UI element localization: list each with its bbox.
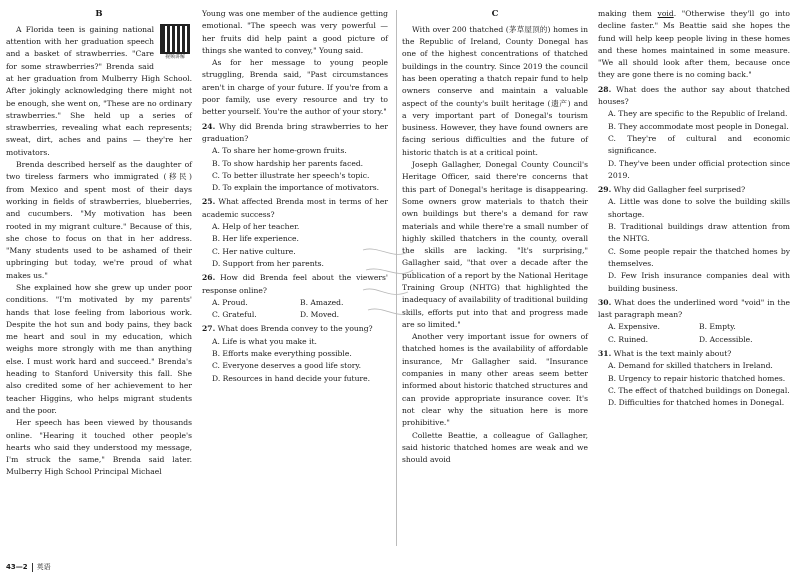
page-footer xyxy=(6,562,51,572)
option[interactable]: B. Empty. xyxy=(699,322,736,332)
column-3 xyxy=(402,8,588,466)
question-number: 29. xyxy=(598,185,612,195)
page-number: 43—2 xyxy=(6,563,28,571)
option[interactable]: C. Everyone deserves a good life story. xyxy=(212,361,362,371)
option[interactable]: D. They've been under official protection since 2019. xyxy=(608,158,790,180)
passage-b-paragraph-3: She explained how she grew up under poor conditions. "I'm motivated by my parents' hands that lose feeling from laborious work. Despite the hot sun and body pains, they back me heart and soul in my education, which weighs more strongly with me than anything else. I must work hard and succeed." Brenda's heading to Stanford University this fall. She also credited some of her achievement to her teacher Higgins, who helps migrant students and the poor. xyxy=(6,283,192,415)
option[interactable]: A. They are specific to the Republic of Ireland. xyxy=(608,109,788,119)
option[interactable]: A. Expensive. xyxy=(608,322,660,332)
question-28 xyxy=(598,84,790,109)
option[interactable]: C. Grateful. xyxy=(212,310,257,320)
question-stem: Why did Brenda bring strawberries to her graduation? xyxy=(202,121,389,143)
option[interactable]: D. Support from her parents. xyxy=(212,258,324,268)
question-stem: What does the underlined word "void" in the last paragraph mean? xyxy=(598,297,790,320)
options-grid xyxy=(212,297,388,322)
question-stem: What does Brenda convey to the young? xyxy=(217,324,373,334)
option[interactable]: D. Difficulties for thatched homes in Donegal. xyxy=(608,398,785,408)
option[interactable]: C. Ruined. xyxy=(608,334,649,344)
options-grid xyxy=(608,321,790,346)
question-number: 25. xyxy=(202,197,216,207)
column-2 xyxy=(202,8,388,385)
underlined-word-void: void xyxy=(657,9,674,18)
question-number: 30. xyxy=(598,297,612,307)
option[interactable]: D. Resources in hand decide your future. xyxy=(212,373,371,383)
question-26 xyxy=(202,272,388,297)
question-number: 31. xyxy=(598,349,612,359)
option[interactable]: B. They accommodate most people in Donegal. xyxy=(608,121,789,131)
question-29 xyxy=(598,184,790,196)
option[interactable]: B. Traditional buildings draw attention from the NHTG. xyxy=(608,222,790,244)
option[interactable]: D. To explain the importance of motivators. xyxy=(212,183,380,193)
passage-b-paragraph-5: Young was one member of the audience getting emotional. "The speech was very powerful — her fruits did help paint a good picture of things she wanted to convey," Young said. xyxy=(202,9,388,55)
question-number: 24. xyxy=(202,121,216,131)
column-4 xyxy=(598,8,790,410)
option[interactable]: A. To share her home-grown fruits. xyxy=(212,146,347,156)
option[interactable]: C. Some people repair the thatched homes by themselves. xyxy=(608,246,790,268)
subject-label: 英语 xyxy=(36,563,51,571)
option[interactable]: D. Few Irish insurance companies deal with building business. xyxy=(608,271,790,293)
option[interactable]: C. To better illustrate her speech's topic. xyxy=(212,170,370,180)
option[interactable]: C. Her native culture. xyxy=(212,246,296,256)
option[interactable]: A. Demand for skilled thatchers in Ireland. xyxy=(608,361,773,371)
question-30 xyxy=(598,297,790,322)
option[interactable]: C. They're of cultural and economic significance. xyxy=(608,133,790,156)
footer-separator xyxy=(32,563,33,572)
passage-c-paragraph-5 xyxy=(598,8,790,82)
qr-code[interactable] xyxy=(158,24,192,60)
page-divider xyxy=(396,10,397,546)
option[interactable]: D. Moved. xyxy=(300,310,340,320)
question-24 xyxy=(202,121,388,146)
passage-b-paragraph-6: As for her message to young people struggling, Brenda said, "Past circumstances aren't in charge of your future. If you're from a poor family, use every resource and try to better yourself. You're the author of your story." xyxy=(202,58,388,117)
passage-c-paragraph-1: With over 200 thatched (茅草屋顶的) homes in the Republic of Ireland, County Donegal has one of the highest concentrations of thatched buildings in the country. Since 2019 the council has been operating a thatch repair fund to help owners conserve and maintain a valuable aspect of the county's built heritage (遗产) and a very important part of Donegal's tourism business. However, they have found owners are facing serious difficulties and the future of historic thatch is at a critical point. xyxy=(402,24,588,157)
option[interactable]: A. Life is what you make it. xyxy=(212,336,317,346)
question-31 xyxy=(598,348,790,360)
option[interactable]: B. Amazed. xyxy=(300,297,344,307)
question-number: 26. xyxy=(202,273,216,283)
option[interactable]: B. Her life experience. xyxy=(212,234,299,244)
question-stem: What is the text mainly about? xyxy=(613,349,732,359)
passage-b-paragraph-1: A Florida teen is gaining national attention with her graduation speech and a basket of strawberries. "Care for some strawberries?" Brenda said at her graduation from Mulberry High School. After jokingly acknowledging there might not be enough, she went on, "These are no ordinary strawberries." She held up a series of strawberries, revealing what each represents; sweat, dirt, aches and pains — they're her motivators. xyxy=(6,24,192,157)
section-c-title: C xyxy=(491,9,499,19)
passage-c-paragraph-4: Collette Beattie, a colleague of Gallagher, said historic thatched homes are weak and we should avoid xyxy=(402,430,588,465)
question-number: 27. xyxy=(202,324,216,334)
option[interactable]: D. Accessible. xyxy=(699,334,753,344)
passage-c-paragraph-2: Joseph Gallagher, Donegal County Council's Heritage Officer, said there're concerns that this part of Donegal's heritage is disappearing. Some owners grow materials to thatch their own buildings but there's a demand for raw materials and while there're a small number of highly skilled thatchers in the county, overall the skills are lacking. "It's surprising," Gallagher said, "that over a decade after the publication of a report by the National Heritage Training Group (NHTG) that highlighted the inadequacy of availability of traditional building skills, efforts put into that and progress made are so limited." xyxy=(402,160,588,329)
option[interactable]: A. Little was done to solve the building skills shortage. xyxy=(608,197,790,219)
passage-b-paragraph-2: Brenda described herself as the daughter of two tireless farmers who immigrated (移民) from Mexico and spent most of their days working in fields of strawberries, blueberries, and cucumbers. "My motivation has been rooted in my migrant culture." Because of this, she chose to focus on that in her address. "Many students used to be ashamed of their upbringing but today, we're proud of what makes us." xyxy=(6,160,192,280)
passage-b-paragraph-4: Her speech has been viewed by thousands online. "Hearing it touched other people's hearts who said they understood my message, I'm struck the same," Brenda said later. Mulberry High School Principal Michael xyxy=(6,418,192,477)
option[interactable]: B. Urgency to repair historic thatched homes. xyxy=(608,373,786,383)
question-25 xyxy=(202,196,388,221)
question-stem: How did Brenda feel about the viewers' response online? xyxy=(202,273,388,295)
question-stem: What affected Brenda most in terms of her academic success? xyxy=(202,197,388,219)
passage-c-paragraph-3: Another very important issue for owners of thatched homes is the availability of affordable insurance, Mr Gallagher said. "Insurance companies in many other areas seem better informed about historic thatched structures and can provide appropriate insurance cover. It's not clear why the situation here is more prohibitive." xyxy=(402,332,588,428)
question-27 xyxy=(202,323,388,335)
section-b-title: B xyxy=(95,9,103,19)
option[interactable]: A. Help of her teacher. xyxy=(212,222,300,232)
option[interactable]: B. Efforts make everything possible. xyxy=(212,349,352,359)
option[interactable]: B. To show hardship her parents faced. xyxy=(212,158,364,168)
question-stem: What does the author say about thatched houses? xyxy=(598,84,791,107)
qr-code-icon xyxy=(160,24,190,54)
intro-text: making them xyxy=(598,9,658,18)
option[interactable]: A. Proud. xyxy=(212,297,248,307)
intro-text: . "Otherwise they'll go into decline faster." Ms Beattie said she hopes the fund will help keep people living in these homes and these homes maintained in some measure. "We all should look after them, because once they are gone there is no coming back." xyxy=(598,9,790,80)
qr-caption: 视频讲解 xyxy=(164,53,185,60)
column-1 xyxy=(6,8,192,479)
option[interactable]: C. The effect of thatched buildings on Donegal. xyxy=(608,385,790,395)
question-number: 28. xyxy=(598,84,612,94)
question-stem: Why did Gallagher feel surprised? xyxy=(613,185,746,195)
